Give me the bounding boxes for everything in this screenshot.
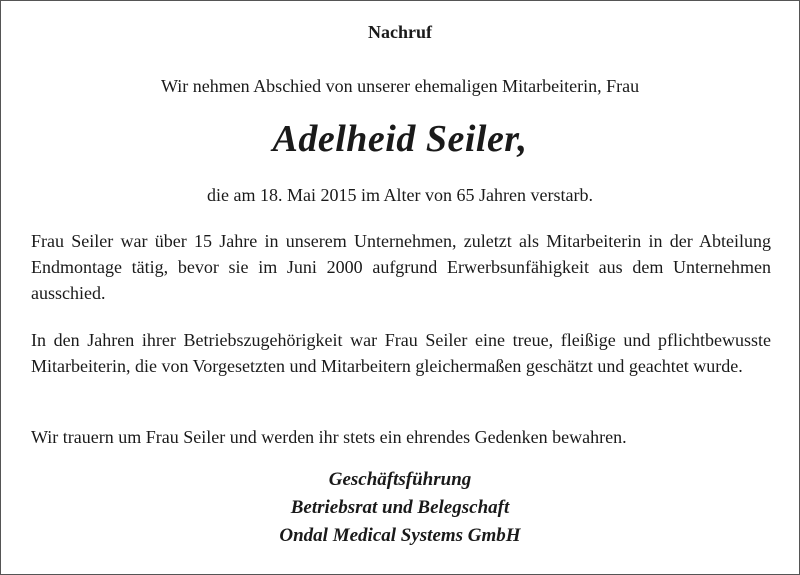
deceased-name: Adelheid Seiler, <box>272 118 528 160</box>
intro-text: Wir nehmen Abschied von unserer ehemaligen Mitarbeiterin, Frau <box>160 76 640 96</box>
death-date-text: die am 18. Mai 2015 im Alter von 65 Jahren verstarb. <box>207 185 593 205</box>
notice-heading: Nachruf <box>368 22 432 42</box>
signature-works-council: Betriebsrat und Belegschaft <box>290 497 510 518</box>
paragraph-employment: Frau Seiler war über 15 Jahre in unserem Unternehmen, zuletzt als Mitarbeiterin in der Abteilung Endmontage tätig, bevor sie im Juni 2000 aufgrund Erwerbsunfähigkeit aus dem Unternehmen ausschied. <box>31 231 771 303</box>
paragraph-character: In den Jahren ihrer Betriebszugehörigkeit war Frau Seiler eine treue, fleißige und pflichtbewusste Mitarbeiterin, die von Vorgesetzten und Mitarbeitern gleichermaßen geschätzt und geachtet wurde. <box>31 330 771 376</box>
signature-company: Ondal Medical Systems GmbH <box>279 525 521 546</box>
paragraph-mourning: Wir trauern um Frau Seiler und werden ihr stets ein ehrendes Gedenken bewahren. <box>31 427 627 447</box>
signature-management: Geschäftsführung <box>328 469 472 490</box>
